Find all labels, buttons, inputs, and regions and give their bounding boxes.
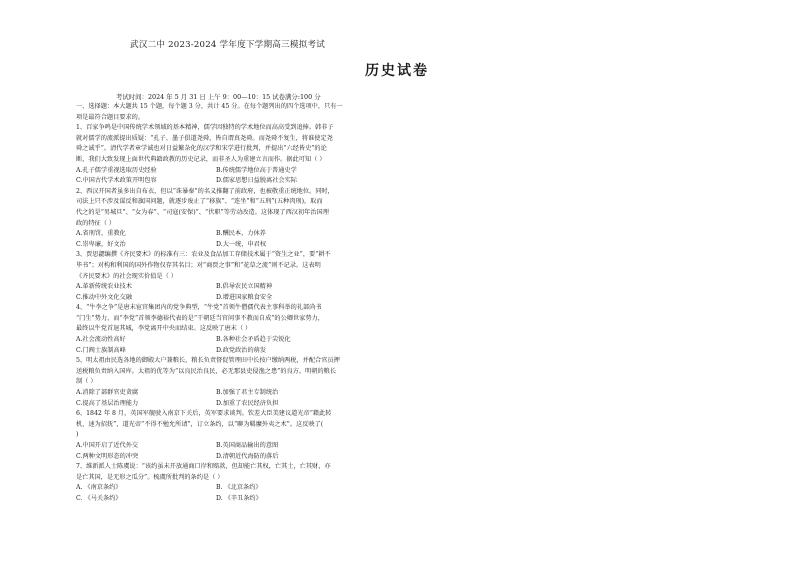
text-line: 司法上只不涉及谋反和旗国问题，就逐步废止了“移族”、“连坐”和“五刑”(五种肉刑)，取而 (76, 198, 323, 206)
page-title: 历史试卷 (365, 63, 429, 79)
option-b: B.英国商品输出的意图 (216, 442, 279, 449)
option-d: D.增进国家粮食安全 (216, 293, 273, 301)
option-d: D.大一统，申君权 (216, 240, 267, 248)
question-body (76, 102, 396, 505)
text-line: 5、明太祖由民选各地的御殿大户兼粮长，粮长负责督促管理田中长按户缴纳两税，并配合官员押 (76, 357, 340, 365)
option-row (76, 240, 396, 251)
option-row (76, 388, 396, 399)
school-line: 武汉二中 2023-2024 学年度下学期高三模拟考试 (130, 40, 326, 50)
option-b: B.加强了君主专制统治 (216, 389, 279, 397)
option-row (76, 483, 396, 494)
text-line: 4、“牛李之争”是唐末宦官集团内的党争典型，“牛党”首领牛僧孺代表主事科举的礼部尚书 (76, 304, 322, 312)
text-line: 机，速为招抚”，道光帝“不得不勉允所请”，订立条约，以“聊为羁縻外夷之术”。这反映了( (76, 420, 324, 428)
option-d: D.儒家思想日益脱离社会实际 (216, 177, 297, 185)
text-line: 送税粮负责纳入国库。太祖的优等为“以良民治良民，必无那县吏侵渔之患”的良方。明朝的粮长 (76, 367, 337, 375)
text-line: 舜之诚乎”。清代学者章学诚也对日益繁杂化的汉学和宋学进行批判，并提出“六经皆史”的论 (76, 145, 327, 153)
option-c: C.崇卑廉，好文治 (76, 240, 126, 248)
text-line: “门生”势力，而“李党”首领李德裕代表的是“干朝廷当官问事不教而自成”的公卿世家势力， (76, 314, 324, 322)
exam-info: 考试时间：2024 年 5 月 31 日 上午 9：00—10：15 试卷满分:100 分 (116, 93, 321, 101)
text-line: 毕书”；对构和利国的国外作物仅存其名目；对“商贾之事”和“花草之流”则不记录。这表明 (76, 261, 321, 269)
option-a: A.社会流动性高好 (76, 336, 126, 344)
option-row (76, 293, 396, 304)
text-line: 代之的是“男城旦”、“女为春”、“司寇(安保)”、“伏职”等劳动改造。这体现了西汉初年治国理 (76, 208, 329, 216)
option-a: A.革新传统农业技术 (76, 283, 132, 291)
text-line: 就对儒学的流派提出质疑：“孔子、墨子俱道尧舜，皆自谓真尧舜。而尧舜不复生，将谁使定尧 (76, 134, 333, 142)
option-c: C. 《马关条约》 (76, 494, 122, 502)
text-line: 一、选择题：本大题共 15 个题，每个题 3 分，共计 45 分。在每个题列出的四个选项中，只有一 (76, 103, 343, 110)
option-a: A.孔子儒学重视选取历史经验 (76, 166, 157, 174)
text-line: 制（ ） (76, 378, 97, 386)
option-row (76, 176, 396, 187)
option-c: C.中国古代学术政策开明包容 (76, 177, 157, 185)
option-b: B.传统儒学地位高于普通史学 (216, 166, 297, 174)
text-line: 是亡其国，是无形之瓜分”。梳虞所批判的条约是（ ） (76, 473, 224, 481)
option-a: A.消除了部群官吏贪腐 (76, 389, 139, 397)
text-line: 政的特征（ ） (76, 219, 116, 227)
option-row (76, 335, 396, 346)
option-b: B.各种社会矛盾趋于尖锐化 (216, 336, 291, 344)
option-row (76, 346, 396, 357)
option-row (76, 166, 396, 177)
option-row (76, 494, 396, 505)
text-line: 《齐民要术》的社会现实价值是（ ） (76, 272, 177, 280)
option-b: B.酬民本，力休养 (216, 230, 266, 238)
option-row (76, 229, 396, 240)
option-row (76, 282, 396, 293)
option-b: B.倡导农民立国精神 (216, 283, 273, 291)
option-a: A.省刑罚，重教化 (76, 230, 126, 238)
text-line: 3、贾思勰编撰《齐民要术》的标准有三：农业及食品加工存储技术属于“资生之业”，要“耕不 (76, 251, 331, 259)
option-c: C.两种文明形态的冲突 (76, 452, 139, 460)
text-line: 断，我们大致发现上面世代典籍政教的历史记录，而非圣人为重建立言而作。据此可知（ ） (76, 155, 326, 163)
option-b: B. 《北京条约》 (216, 484, 262, 492)
option-c: C.推动中外文化交融 (76, 293, 132, 301)
option-c: C.门阀士族制高峰 (76, 346, 126, 354)
text-line: 2、西汉开国者虽多出自布衣，但以“诛暴秦”的名义推翻了前政府，也被敬重正统地位。同时， (76, 187, 334, 195)
text-line: ) (76, 431, 79, 439)
option-d: D. 《辛丑条约》 (216, 494, 262, 502)
option-row (76, 399, 396, 410)
option-a: A. 《南京条约》 (76, 484, 122, 492)
text-line: 6、1842 年 8 月，英国军舰驶入南京下关后，英军要求谈判。钦差大臣美建议道光帝“藉此转 (76, 410, 332, 418)
text-line: 1、百家争鸣是中国传统学术领域的基本精神，儒学因独特的学术地位而高高受到追捧。韩非子 (76, 124, 334, 132)
option-a: A.中国开启了近代外交 (76, 442, 139, 449)
option-row (76, 452, 396, 463)
option-d: D.政党政治的萌发 (216, 346, 267, 354)
text-line: 7、维新派人士陈虞说：“该约虽未开放通商口岸和赔款，但却能亡其权，亡其土，亡其财，亦 (76, 463, 331, 471)
option-d: D.加重了农民经济负担 (216, 399, 279, 407)
option-d: D.清朝近代海防的落后 (216, 452, 279, 460)
text-line: 最终以牛党首退其城，李党离开中央而结束。这反映了唐末（ ） (76, 325, 252, 333)
option-c: C.提高了基层治理能力 (76, 399, 139, 407)
text-line: 项是最符合题目要求的。 (76, 113, 145, 121)
option-row (76, 441, 396, 452)
